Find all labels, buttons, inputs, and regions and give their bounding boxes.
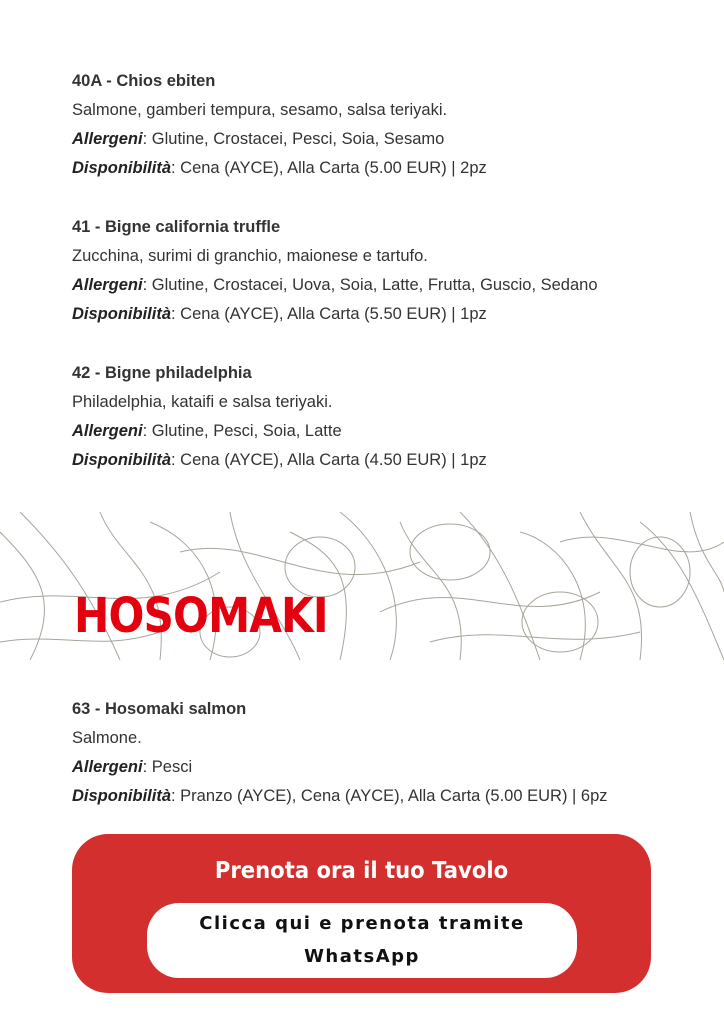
item-title: 42 - Bigne philadelphia — [72, 364, 252, 382]
booking-heading: Prenota ora il tuo Tavolo — [214, 858, 509, 884]
booking-panel — [72, 834, 651, 993]
item-title: 40A - Chios ebiten — [72, 72, 216, 90]
item-availability: Disponibilità: Cena (AYCE), Alla Carta (5.00 EUR) | 2pz — [72, 159, 487, 177]
item-availability: Disponibilità: Cena (AYCE), Alla Carta (5.50 EUR) | 1pz — [72, 305, 487, 323]
whatsapp-booking-button[interactable]: Clicca qui e prenota tramite WhatsApp — [147, 903, 577, 978]
section-title: HOSOMAKI — [74, 588, 328, 644]
item-availability: Disponibilità: Pranzo (AYCE), Cena (AYCE), Alla Carta (5.00 EUR) | 6pz — [72, 787, 608, 805]
item-allergens: Allergeni: Pesci — [72, 758, 193, 776]
item-title: 63 - Hosomaki salmon — [72, 700, 247, 718]
menu-item — [72, 359, 487, 475]
section-banner — [0, 512, 724, 660]
menu-item — [72, 695, 608, 811]
item-ingredients: Zucchina, surimi di granchio, maionese e tartufo. — [72, 247, 428, 265]
item-allergens: Allergeni: Glutine, Crostacei, Pesci, Soia, Sesamo — [72, 130, 445, 148]
menu-item — [72, 213, 598, 329]
item-title: 41 - Bigne california truffle — [72, 218, 281, 236]
menu-item — [72, 67, 487, 183]
item-allergens: Allergeni: Glutine, Pesci, Soia, Latte — [72, 422, 342, 440]
item-allergens: Allergeni: Glutine, Crostacei, Uova, Soia, Latte, Frutta, Guscio, Sedano — [72, 276, 598, 294]
item-ingredients: Philadelphia, kataifi e salsa teriyaki. — [72, 393, 333, 411]
item-availability: Disponibilità: Cena (AYCE), Alla Carta (4.50 EUR) | 1pz — [72, 451, 487, 469]
item-ingredients: Salmone, gamberi tempura, sesamo, salsa teriyaki. — [72, 101, 448, 119]
item-ingredients: Salmone. — [72, 729, 142, 747]
